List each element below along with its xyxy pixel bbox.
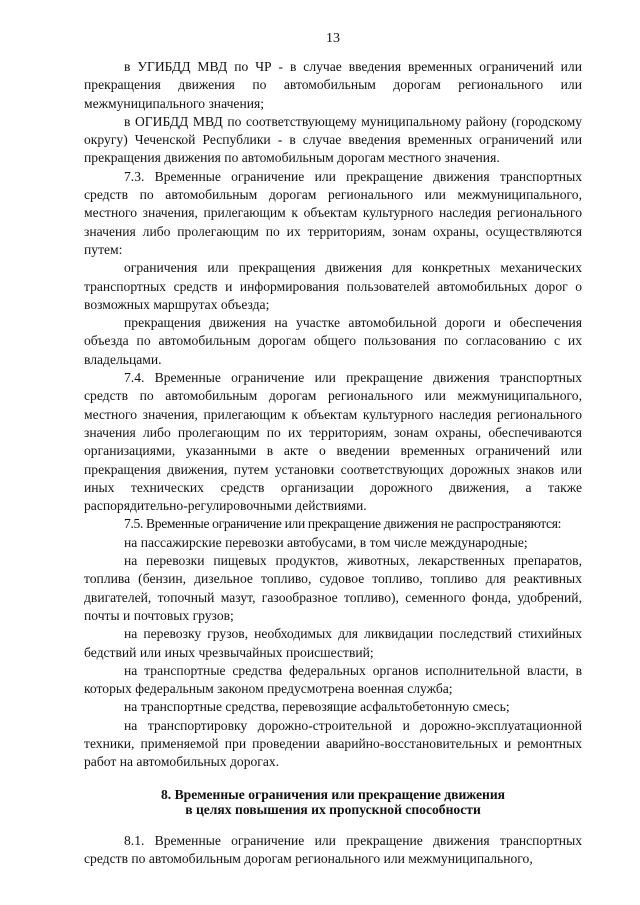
paragraph: в ОГИБДД МВД по соответствующему муниципальному району (городскому округу) Чеченской Республики - в случае введения временных ограничений или прекращения движения по автомобильным дорогам местного значения. bbox=[84, 113, 582, 166]
paragraph: в УГИБДД МВД по ЧР - в случае введения временных ограничений или прекращения движения по автомобильным дорогам регионального или межмуниципального значения; bbox=[84, 59, 582, 111]
paragraph: на транспортировку дорожно-строительной и дорожно-эксплуатационной техники, применяемой при проведении аварийно-восстановительных и ремонтных работ на автомобильных дорогах. bbox=[84, 717, 582, 770]
paragraph: на транспортные средства, перевозящие асфальтобетонную смесь; bbox=[124, 699, 510, 715]
paragraph: ограничения или прекращения движения для конкретных механических транспортных средств и информирования пользователей автомобильных дорог о возможных маршрутах объезда; bbox=[84, 260, 582, 312]
paragraph-7-3: 7.3. Временные ограничение или прекращение движения транспортных средств по автомобильным дорогам регионального или межмуниципального, местного значения, прилегающим к объектам культурного наследия регионального значения либо пролегающим по их территориям, зонам охраны, осуществляются путем: bbox=[84, 168, 582, 257]
paragraph: на транспортные средства федеральных органов исполнительной власти, в которых федеральным законом предусмотрена военная служба; bbox=[84, 662, 582, 697]
paragraph-7-4: 7.4. Временные ограничение или прекращение движения транспортных средств по автомобильным дорогам регионального или межмуниципального, местного значения, прилегающим к объектам культурного наследия регионального значения либо пролегающим по их территориям, зонам охраны, обеспечиваются организациями, указанными в акте о введении временных ограничений или прекращения движения, путем установки соответствующих дорожных знаков или иных технических средств организации дорожного движения, а также распорядительно-регулировочными действиями. bbox=[84, 370, 582, 514]
paragraph: на пассажирские перевозки автобусами, в том числе международные; bbox=[124, 534, 528, 550]
paragraph-8-1: 8.1. Временные ограничение или прекращение движения транспортных средств по автомобильным дорогам регионального или межмуниципального, bbox=[84, 832, 582, 866]
paragraph: прекращения движения на участке автомобильной дороги и обеспечения объезда по автомобильным дорогам общего пользования по согласованию с их владельцами. bbox=[84, 315, 582, 367]
document-body bbox=[84, 58, 582, 868]
section-heading bbox=[84, 787, 582, 817]
page-number: 13 bbox=[326, 31, 340, 46]
paragraph-7-5: 7.5. Временные ограничение или прекращение движения не распространяются: bbox=[124, 516, 562, 532]
section-heading-line: 8. Временные ограничения или прекращение движения bbox=[160, 786, 506, 802]
paragraph: на перевозки пищевых продуктов, животных, лекарственных препаратов, топлива (бензин, дизельное топливо, судовое топливо, топливо для реактивных двигателей, топочный мазут, газообразное топливо), семенного фонда, удобрений, почты и почтовых грузов; bbox=[84, 553, 582, 623]
section-heading-line: в целях повышения их пропускной способности bbox=[185, 801, 481, 817]
paragraph: на перевозку грузов, необходимых для ликвидации последствий стихийных бедствий или иных чрезвычайных происшествий; bbox=[84, 626, 582, 660]
